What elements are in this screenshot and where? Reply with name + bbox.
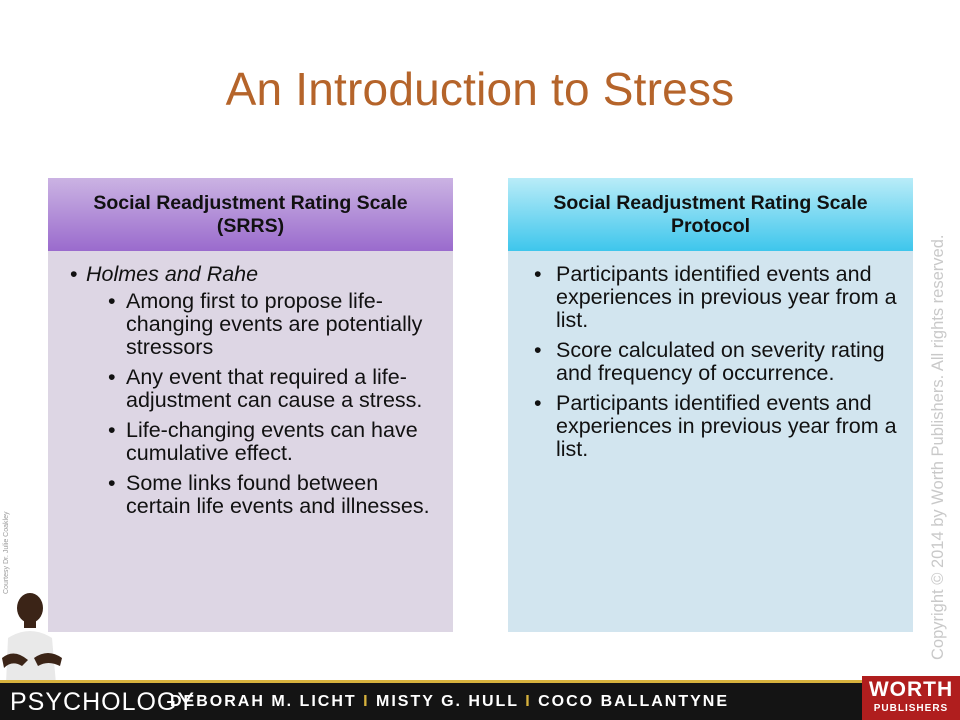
- author-separator: I: [363, 693, 370, 710]
- photo-credit: Courtesy Dr. Julie Coakley: [3, 511, 10, 594]
- author-name: MISTY G. HULL: [376, 693, 519, 710]
- srrs-list: [60, 263, 439, 518]
- srrs-protocol-panel-body: [508, 251, 913, 461]
- list-item: • Participants identified events and experiences in previous year from a list.: [520, 263, 899, 332]
- author-separator: I: [525, 693, 532, 710]
- footer-authors: [170, 689, 729, 715]
- slide-title: An Introduction to Stress: [225, 63, 735, 115]
- publisher-logo-line1: WORTH: [868, 678, 954, 701]
- srrs-panel: [48, 178, 453, 632]
- protocol-list: [520, 263, 899, 461]
- footer-bar: [0, 683, 960, 720]
- list-item: • Life-changing events can have cumulative effect.: [60, 419, 439, 465]
- srrs-panel-body: [48, 251, 453, 518]
- srrs-panel-header: Social Readjustment Rating Scale (SRRS): [48, 178, 453, 251]
- author-name: COCO BALLANTYNE: [538, 693, 730, 710]
- list-item: • Score calculated on severity rating and frequency of occurrence.: [520, 339, 899, 385]
- list-item: • Among first to propose life-changing events are potentially stressors: [60, 290, 439, 359]
- srrs-protocol-panel-header: Social Readjustment Rating Scale Protocol: [508, 178, 913, 251]
- list-item: • Any event that required a life-adjustment can cause a stress.: [60, 366, 439, 412]
- copyright-text: Copyright © 2014 by Worth Publishers. All rights reserved.: [929, 234, 947, 660]
- srrs-protocol-panel: [508, 178, 913, 632]
- list-item: • Holmes and Rahe: [60, 263, 439, 286]
- publisher-logo: [862, 676, 960, 720]
- footer-brand: PSYCHOLOGY: [10, 688, 196, 716]
- author-name: DEBORAH M. LICHT: [170, 693, 357, 710]
- publisher-logo-line2: PUBLISHERS: [873, 703, 949, 714]
- list-item: • Participants identified events and experiences in previous year from a list.: [520, 392, 899, 461]
- list-item: • Some links found between certain life events and illnesses.: [60, 472, 439, 518]
- person-photo: [0, 588, 66, 684]
